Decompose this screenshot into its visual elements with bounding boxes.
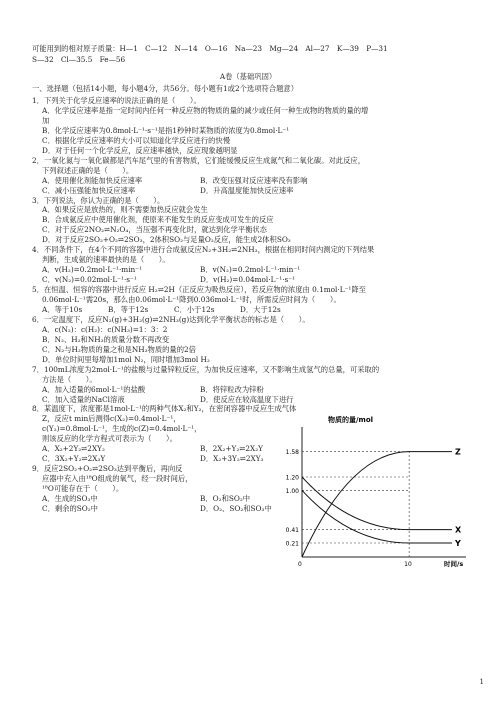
q9-stem: 9．反应2SO₂+O₂⇌2SO₃达到平衡后，再向反 [32, 464, 183, 474]
q4-stem: 4．不同条件下，在4个不同的容器中进行合成氨反应N₂+3H₂⇌2NH₃，根据在相同时间内测定的下列结果 [32, 245, 375, 255]
q1-line: A．化学反应速率是指一定时间内任何一种反应物的物质的量的减少或任何一种生成物的物质的量的增 [42, 105, 369, 115]
q8-line: Z，反应t min后测得c(X₂)=0.4mol·L⁻¹， [42, 414, 181, 424]
q4-line: 判断，生成氨的速率最快的是（ ）。 [42, 255, 170, 265]
q5-option: A．等于10s [42, 304, 83, 314]
page-number: 1 [479, 678, 484, 686]
chart-title: 物质的量/mol [328, 416, 374, 424]
x-tick-label: 10 [404, 561, 412, 568]
q5-stem: 5．在恒温、恒容的容器中进行反应 H₂⇌2H（正反应为吸热反应），若反应物的浓度由 0.1mol·L⁻¹降至 [32, 285, 366, 295]
q3-stem: 3．下列说法，你认为正确的是（ ）。 [32, 195, 165, 205]
series-label-y: Y [455, 539, 461, 548]
q2-option: D．升高温度能加快反应速率 [200, 185, 294, 195]
q3-line: A．如果反应是放热的，则不需要加热反应就会发生 [42, 205, 208, 215]
q2-line: 下列叙述正确的是（ ）。 [42, 165, 134, 175]
q6-line: A．c(N₂)：c(H₂)：c(NH₃)=1：3：2 [42, 324, 168, 334]
q4-option: C．v(N₂)=0.02mol·L⁻¹·s⁻¹ [42, 275, 137, 285]
q9-line: 应器中充入由¹⁸O组成的氧气，经一段时间后， [42, 474, 193, 484]
q1-line: D．对于任何一个化学反应，反应速率越快，反应现象越明显 [42, 145, 238, 155]
q3-line: B．合成氨反应中使用催化剂，使原来不能发生的反应变成可发生的反应 [42, 215, 274, 225]
q5-option: C．小于12s [174, 304, 215, 314]
q5-option: B．等于12s [108, 304, 149, 314]
q1-line: B．化学反应速率为0.8mol·L⁻¹·s⁻¹是指1秒钟时某物质的浓度为0.8mol·L⁻¹ [42, 125, 290, 135]
q9-option: B．O₂和SO₂中 [200, 494, 251, 503]
series-line-x [302, 477, 452, 530]
q2-option: A．使用催化剂能加快反应速率 [42, 175, 143, 185]
q9-line: ¹⁸O可能存在于（ ）。 [42, 484, 124, 494]
q8-line: 则该反应的化学方程式可表示为（ ）。 [42, 434, 177, 444]
q7-option: A．加入适量的6mol·L⁻¹的盐酸 [42, 384, 146, 394]
q8-option: C．3X₂+Y₂⇌2X₃Y [42, 454, 106, 464]
q7-line: 方法是（ ）。 [42, 374, 97, 384]
x-tick-label: 0 [298, 561, 302, 568]
series-line-z [302, 452, 452, 557]
q2-option: B．改变压强对反应速率没有影响 [200, 175, 308, 185]
q1-stem: 1．下列关于化学反应速率的说法正确的是（ ）。 [32, 96, 201, 105]
y-tick-label: 1.00 [285, 487, 299, 495]
q1-line: C．根据化学反应速率的大小可以知道化学反应进行的快慢 [42, 135, 231, 145]
q2-stem: 2．一氧化氮与一氧化碳都是汽车尾气里的有害物质，它们能缓慢反应生成氮气和二氧化碳。对此反应， [32, 155, 365, 165]
q3-line: D．对于反应2SO₂+O₂⇌2SO₃，2体积SO₂与足量O₂反应，能生成2体积SO₃ [42, 235, 291, 245]
section-instruction: 一、选择题（包括14小题，每小题4分，共56分。每小题有1或2个选项符合题意） [32, 84, 298, 93]
q8-line: c(Y₂)=0.8mol·L⁻¹，生成的c(Z)=0.4mol·L⁻¹， [42, 424, 202, 434]
atomic-masses-line-1: 可能用到的相对原子质量：H—1 C—12 N—14 O—16 Na—23 Mg—24 Al—27 K—39 P—31 [32, 44, 388, 53]
q7-option: C．加入适量的NaCl溶液 [42, 394, 125, 404]
y-tick-label: 1.20 [285, 474, 299, 482]
q6-line: B．N₂、H₂和NH₃的质量分数不再改变 [42, 334, 170, 344]
q9-option: C．剩余的SO₂中 [42, 503, 98, 513]
q8-option: A．X₂+2Y₂⇌2XY₂ [42, 444, 105, 454]
series-label-x: X [455, 525, 462, 535]
q2-option: C．减小压强能加快反应速率 [42, 185, 136, 195]
q1-line: 加 [42, 115, 50, 125]
q4-option: A．v(H₂)=0.2mol·L⁻¹·min⁻¹ [42, 265, 143, 275]
series-label-z: Z [455, 447, 461, 457]
q9-option: A．生成的SO₃中 [42, 494, 98, 503]
y-tick-label: 0.21 [285, 540, 299, 548]
atomic-masses-line-2: S—32 Cl—35.5 Fe—56 [32, 55, 126, 64]
y-tick-label: 1.58 [285, 449, 299, 457]
q4-option: B．v(N₂)=0.2mol·L⁻¹·min⁻¹ [200, 265, 301, 275]
q9-option: D．O₂、SO₂和SO₃中 [200, 503, 272, 513]
q6-stem: 6．一定温度下，反应N₂(g)+3H₂(g)⇌2NH₃(g)达到化学平衡状态的标志是（ ）。 [32, 314, 310, 324]
y-tick-label: 0.41 [285, 527, 299, 535]
section-title: A卷（基础巩固） [219, 72, 277, 81]
q7-option: B．将锌粒改为锌粉 [200, 384, 264, 394]
q6-line: C．N₂与H₂物质的量之和是NH₃物质的量的2倍 [42, 344, 196, 354]
q5-option: D．大于12s [240, 304, 281, 314]
q7-stem: 7．100mL浓度为2mol·L⁻¹的盐酸与过量锌粒反应，为加快反应速率，又不影响生成氢气的总量，可采取的 [32, 364, 380, 374]
x-axis-label: 时间/s [444, 560, 464, 568]
q4-option: D．v(H₂)=0.04mol·L⁻¹·s⁻¹ [200, 275, 296, 285]
q8-stem: 8．某温度下，浓度都是1mol·L⁻¹的两种气体X₂和Y₂，在密闭容器中反应生成气体 [32, 404, 297, 414]
q3-line: C．对于反应2NO₂⇌N₂O₄，当压强不再变化时，就达到化学平衡状态 [42, 225, 267, 235]
q8-option: B．2X₂+Y₂⇌2X₂Y [200, 444, 263, 454]
q8-option: D．X₂+3Y₂⇌2XY₃ [200, 454, 264, 464]
q5-line: 0.06mol·L⁻¹需20s，那么由0.06mol·L⁻¹降到0.036mol·L⁻¹时，所需反应时间为（ ）。 [42, 295, 341, 304]
q7-option: D．使反应在较高温度下进行 [200, 394, 294, 404]
q6-line: D．单位时间里每增加1mol N₂，同时增加3mol H₂ [42, 354, 210, 364]
amount-time-chart [266, 412, 496, 572]
